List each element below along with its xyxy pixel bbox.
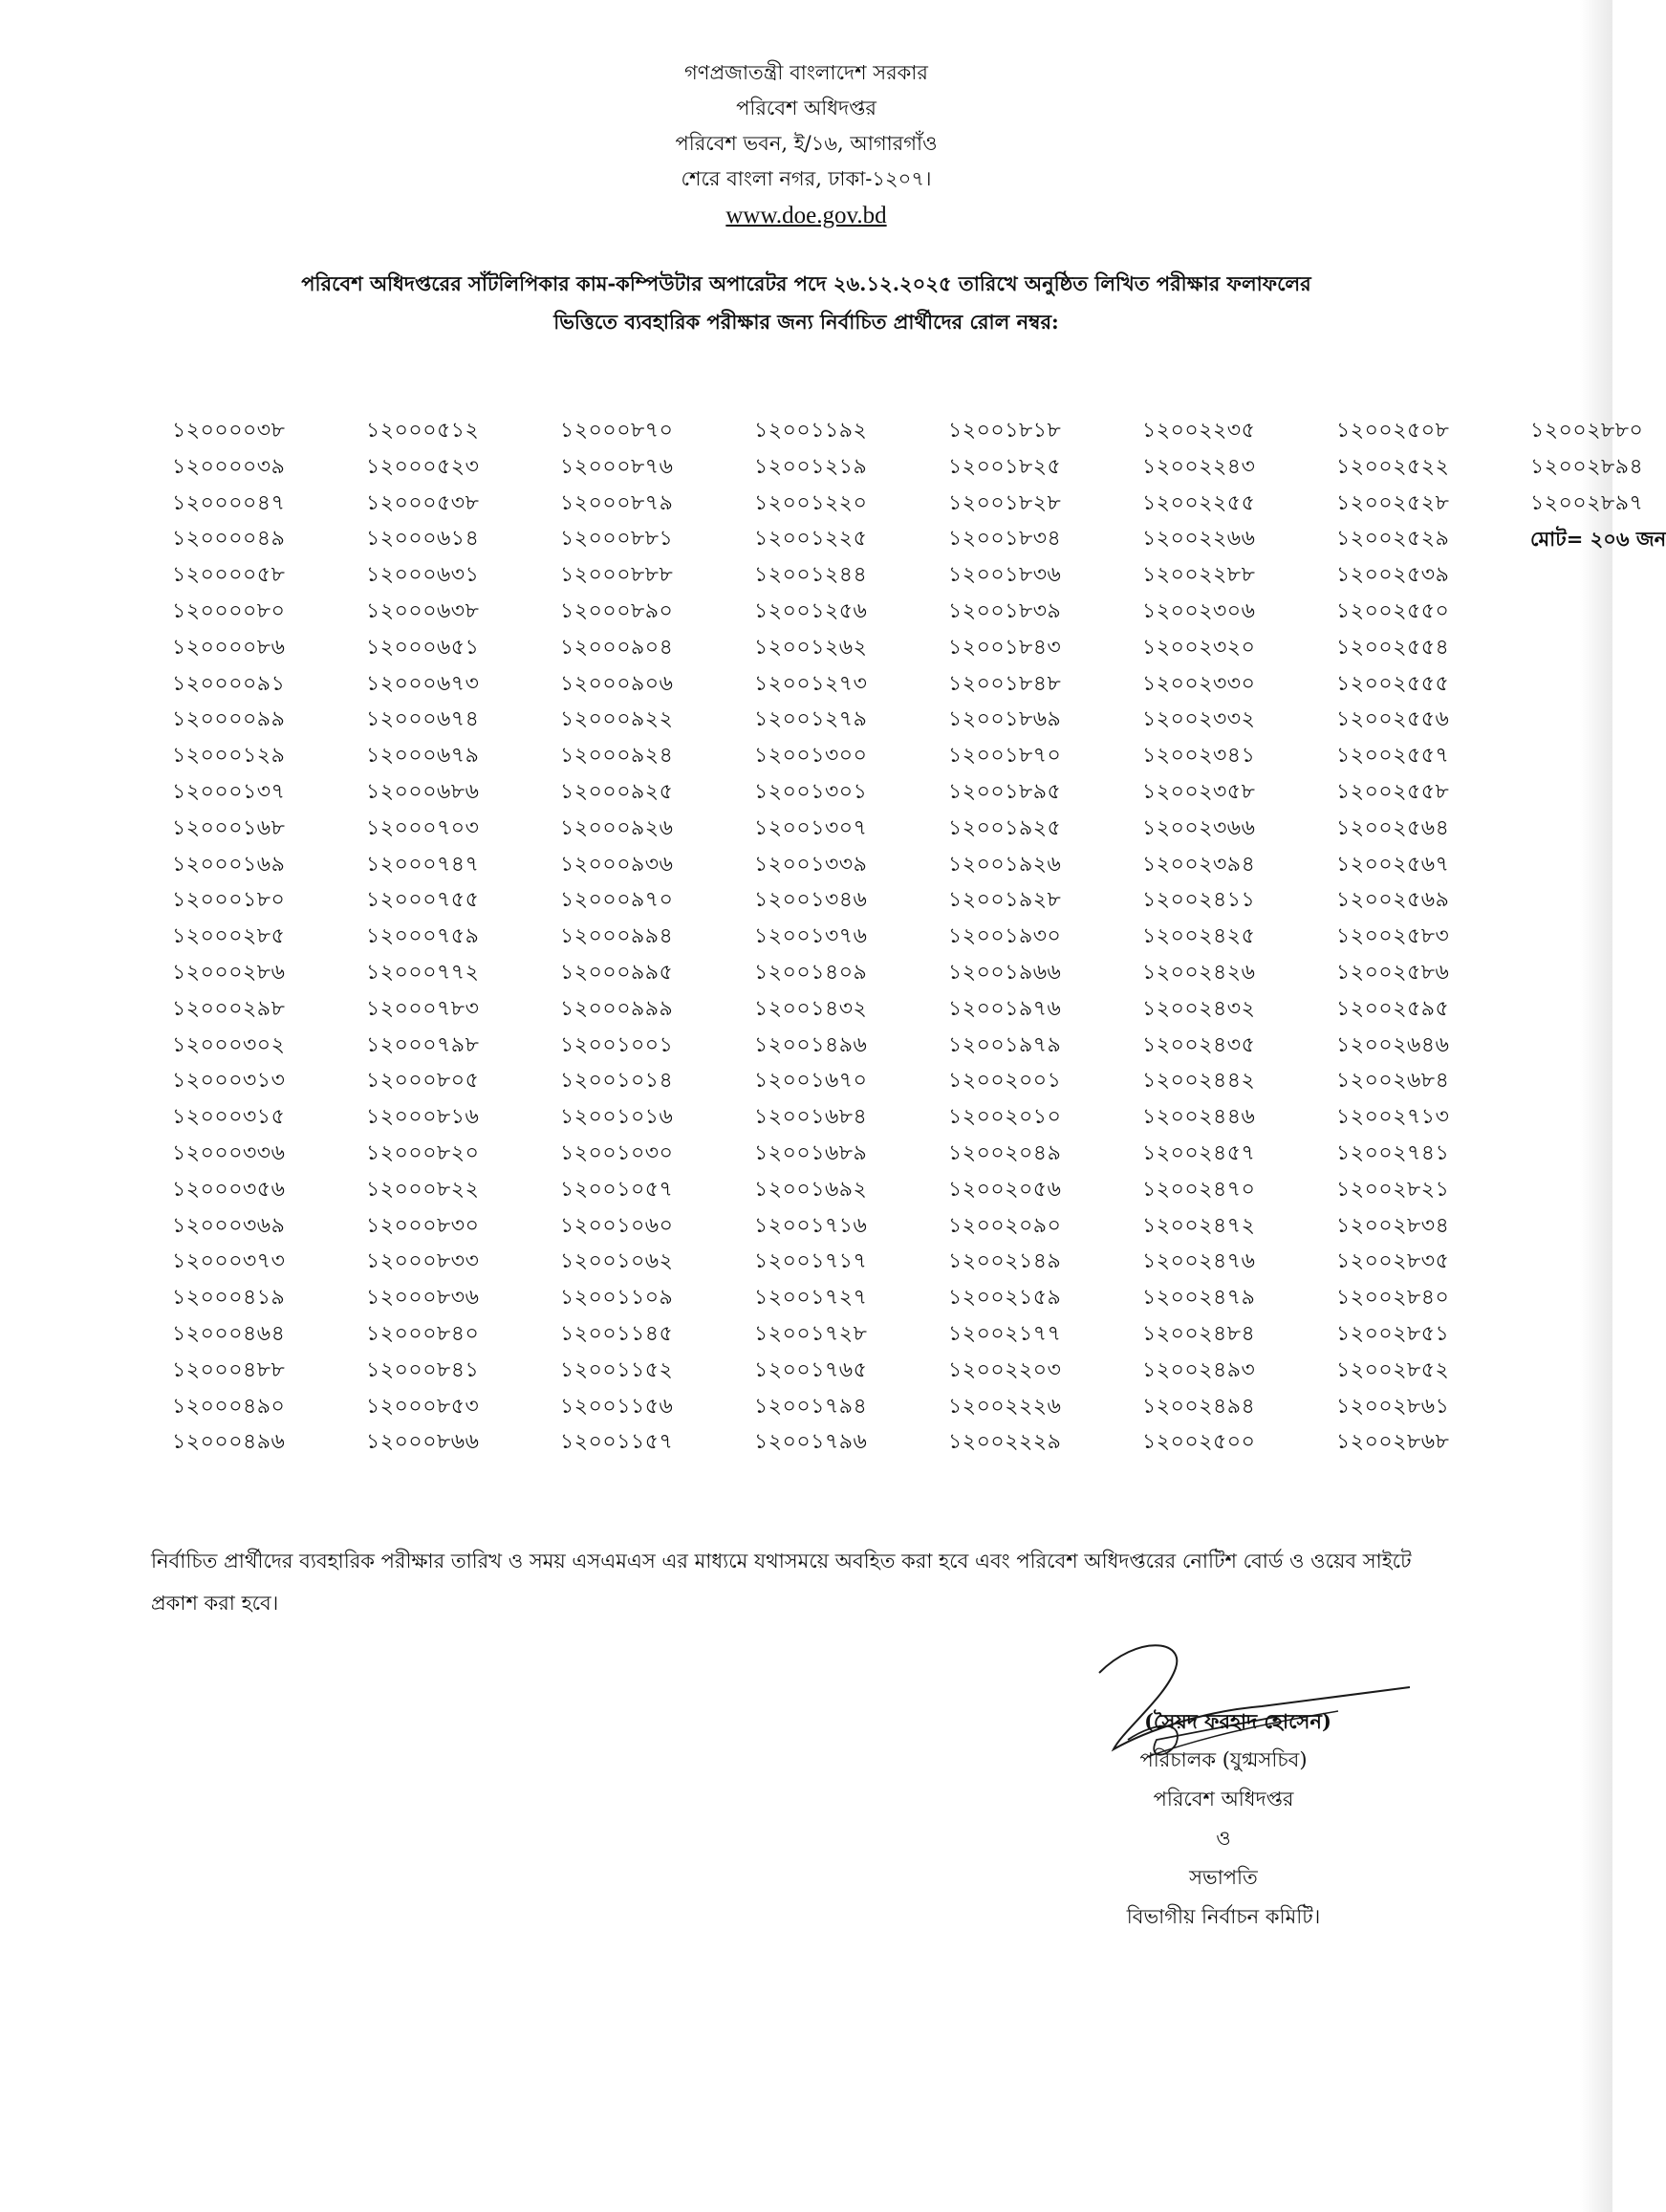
roll-number: ১২০০২৬৪৬ [1336,1032,1450,1057]
roll-number: ১২০০১৮৬৯ [948,707,1062,732]
roll-number: ১২০০১৮৪৩ [948,635,1062,660]
roll-number: ১২০০০৭৭২ [366,960,480,985]
roll-number: ১২০০০৯৯৪ [560,924,674,949]
roll-number: ১২০০১৮২৮ [948,490,1062,515]
address-line-2: শেরে বাংলা নগর, ঢাকা-১২০৭। [681,167,932,190]
roll-number: ১২০০১৬৭০ [754,1069,868,1094]
roll-number: ১২০০০০৪৭ [172,490,286,515]
roll-number: ১২০০২৪৭০ [1142,1177,1256,1202]
roll-number: ১২০০০৯২৫ [560,779,674,804]
roll-number: ১২০০০৯৩৬ [560,852,674,877]
roll-number: ১২০০২৪৭৯ [1142,1286,1256,1311]
roll-number: ১২০০০৭৮৩ [366,996,480,1021]
website-link[interactable]: www.doe.gov.bd [725,203,887,228]
roll-number: ১২০০২২৪৩ [1142,454,1256,479]
roll-number: ১২০০১৭১৬ [754,1213,868,1238]
roll-number: ১২০০০৯০৪ [560,635,674,660]
roll-number: ১২০০২৫০০ [1142,1430,1256,1455]
roll-number: ১২০০২৩২০ [1142,635,1256,660]
roll-number: ১২০০২৬৮৪ [1336,1069,1450,1094]
roll-number: ১২০০০৮৭৬ [560,454,674,479]
roll-number: ১২০০২২৫৫ [1142,490,1256,515]
roll-number: ১২০০২৪২৫ [1142,924,1256,949]
roll-number: ১২০০০৭৯৮ [366,1032,480,1057]
roll-number: ১২০০১৭৯৬ [754,1430,868,1455]
roll-number: ১২০০২৫৫৭ [1336,744,1450,769]
roll-number: ১২০০০৩১৩ [172,1069,286,1094]
roll-number: ১২০০২৩০৬ [1142,598,1256,623]
roll-number: ১২০০০৬৭৪ [366,707,480,732]
roll-number: ১২০০১২৫৬ [754,598,868,623]
roll-number: ১২০০০৬৩৮ [366,598,480,623]
roll-number: ১২০০১৭৯৪ [754,1394,868,1419]
roll-number: ১২০০২৩৩২ [1142,707,1256,732]
roll-number: ১২০০২৫০৮ [1336,419,1450,443]
roll-number: ১২০০২৮৮০ [1530,419,1644,443]
roll-number: ১২০০২৫৬৭ [1336,852,1450,877]
roll-number: ১২০০২৫৫৮ [1336,779,1450,804]
roll-number: ১২০০১১০৯ [560,1286,674,1311]
roll-number: ১২০০২৪৯৪ [1142,1394,1256,1419]
roll-number: ১২০০২৮৩৪ [1336,1213,1450,1238]
signatory-committee: বিভাগীয় নির্বাচন কমিটি। [1126,1905,1321,1928]
roll-number: ১২০০২৫৬৯ [1336,888,1450,913]
roll-number: ১২০০০২৮৬ [172,960,286,985]
roll-number: ১২০০০০৫৮ [172,563,286,588]
roll-number: ১২০০০৪৯৬ [172,1430,286,1455]
signatory-designation: পরিচালক (যুগ্মসচিব) [1139,1748,1308,1771]
roll-number: ১২০০১০৬০ [560,1213,674,1238]
roll-number: ১২০০০৬৩১ [366,563,480,588]
roll-number: ১২০০১৯২৬ [948,852,1062,877]
roll-number: ১২০০২১৭৭ [948,1321,1062,1346]
roll-number: ১২০০২৩৩০ [1142,671,1256,696]
roll-number: ১২০০২২৬৬ [1142,527,1256,552]
roll-number: ১২০০১৭৬৫ [754,1357,868,1382]
signatory-conjunction: ও [1216,1827,1231,1850]
roll-number: ১২০০০৬১৪ [366,527,480,552]
roll-number: ১২০০০৮৬৬ [366,1430,480,1455]
roll-number: ১২০০০৩৬৯ [172,1213,286,1238]
signatory-office: পরিবেশ অধিদপ্তর [1153,1788,1294,1811]
roll-number: ১২০০২৫২২ [1336,454,1450,479]
roll-number: ১২০০০১৬৯ [172,852,286,877]
roll-number: ১২০০০৭৫৯ [366,924,480,949]
roll-number: ১২০০১২২০ [754,490,868,515]
roll-number: ১২০০২৭১৩ [1336,1105,1450,1130]
roll-number: ১২০০২১৪৯ [948,1249,1062,1274]
total-count: মোট= ২০৬ জন [1530,527,1666,552]
roll-number-table [172,413,1666,1461]
roll-number: ১২০০১৪০৯ [754,960,868,985]
roll-number: ১২০০১২৪৪ [754,563,868,588]
roll-number: ১২০০১০৬২ [560,1249,674,1274]
roll-number: ১২০০২৪৯৩ [1142,1357,1256,1382]
roll-number: ১২০০০৮০৫ [366,1069,480,1094]
roll-number: ১২০০০৩৩৬ [172,1140,286,1165]
roll-number: ১২০০১৩০৭ [754,815,868,840]
roll-number: ১২০০২৩৬৬ [1142,815,1256,840]
roll-number: ১২০০০৮৪১ [366,1357,480,1382]
roll-number: ১২০০১৩০০ [754,744,868,769]
roll-number: ১২০০০৯২৪ [560,744,674,769]
roll-number: ১২০০২৫৬৪ [1336,815,1450,840]
roll-number: ১২০০০৮৫৩ [366,1394,480,1419]
roll-number: ১২০০০১২৯ [172,744,286,769]
roll-number: ১২০০০৩০২ [172,1032,286,1057]
roll-number: ১২০০১১৫৬ [560,1394,674,1419]
roll-number: ১২০০২৪৮৪ [1142,1321,1256,1346]
roll-number: ১২০০০৮২০ [366,1140,480,1165]
roll-number: ১২০০০৩১৫ [172,1105,286,1130]
roll-number: ১২০০২০৪৯ [948,1140,1062,1165]
roll-number: ১২০০০০৮০ [172,598,286,623]
roll-number: ১২০০০৮৮৮ [560,563,674,588]
roll-number: ১২০০২৪২৬ [1142,960,1256,985]
roll-number: ১২০০০০৩৮ [172,419,286,443]
roll-number: ১২০০২৮২১ [1336,1177,1450,1202]
roll-number: ১২০০২৪৩৫ [1142,1032,1256,1057]
roll-number: ১২০০২৫৫০ [1336,598,1450,623]
roll-number: ১২০০২২৩৫ [1142,419,1256,443]
roll-number: ১২০০২৪১১ [1142,888,1256,913]
roll-number: ১২০০০৮৯০ [560,598,674,623]
roll-number: ১২০০০১৬৮ [172,815,286,840]
roll-number: ১২০০১০৩০ [560,1140,674,1165]
government-name: গণপ্রজাতন্ত্রী বাংলাদেশ সরকার [684,61,928,84]
roll-number: ১২০০১৮৭০ [948,744,1062,769]
roll-number: ১২০০০৯২২ [560,707,674,732]
roll-number: ১২০০১৬৮৪ [754,1105,868,1130]
roll-number: ১২০০১৯৬৬ [948,960,1062,985]
signatory-role: সভাপতি [1189,1866,1258,1889]
roll-number: ১২০০১৮১৮ [948,419,1062,443]
roll-number: ১২০০২৪৭৬ [1142,1249,1256,1274]
roll-number: ১২০০০১৮০ [172,888,286,913]
roll-number: ১২০০২৫৯৫ [1336,996,1450,1021]
roll-number: ১২০০১১৪৫ [560,1321,674,1346]
address-line-1: পরিবেশ ভবন, ই/১৬, আগারগাঁও [675,132,938,155]
roll-number: ১২০০২২২৯ [948,1430,1062,1455]
roll-number: ১২০০০৮৩০ [366,1213,480,1238]
roll-number: ১২০০০০৮৬ [172,635,286,660]
notice-title-line-1: পরিবেশ অধিদপ্তরের সাঁটলিপিকার কাম-কম্পিউটার অপারেটর পদে ২৬.১২.২০২৫ তারিখে অনুষ্ঠিত লিখিত পরীক্ষার ফলাফলের [301,271,1311,295]
roll-number: ১২০০১৪৩২ [754,996,868,1021]
roll-number: ১২০০১৮৪৮ [948,671,1062,696]
roll-number: ১২০০০৯৯৫ [560,960,674,985]
roll-number: ১২০০০৮১৬ [366,1105,480,1130]
signatory-block [956,1702,1491,1937]
roll-number: ১২০০১১৯২ [754,419,868,443]
roll-number: ১২০০১৯৭৯ [948,1032,1062,1057]
roll-number: ১২০০২৮৫১ [1336,1321,1450,1346]
roll-number: ১২০০২০৯০ [948,1213,1062,1238]
roll-number: ১২০০২০৫৬ [948,1177,1062,1202]
roll-number: ১২০০১৬৮৯ [754,1140,868,1165]
roll-number: ১২০০০৯৯৯ [560,996,674,1021]
roll-number: ১২০০২৮৯৪ [1530,454,1644,479]
roll-number: ১২০০০০৩৯ [172,454,286,479]
roll-number: ১২০০১৭১৭ [754,1249,868,1274]
roll-number: ১২০০০৫১২ [366,419,480,443]
roll-number: ১২০০২২৮৮ [1142,563,1256,588]
roll-number: ১২০০২২০৩ [948,1357,1062,1382]
roll-number: ১২০০২৮৫২ [1336,1357,1450,1382]
roll-number: ১২০০২৫২৮ [1336,490,1450,515]
roll-number: ১২০০০০৯৯ [172,707,286,732]
roll-number: ১২০০১২৬২ [754,635,868,660]
roll-number: ১২০০১৩৭৬ [754,924,868,949]
roll-number: ১২০০১২৭৩ [754,671,868,696]
roll-number: ১২০০২৩৫৮ [1142,779,1256,804]
roll-number: ১২০০১০০১ [560,1032,674,1057]
roll-number: ১২০০২৮৩৫ [1336,1249,1450,1274]
roll-number: ১২০০০০৪৯ [172,527,286,552]
roll-number: ১২০০২৫৫৪ [1336,635,1450,660]
roll-number: ১২০০১৯৭৬ [948,996,1062,1021]
roll-number: ১২০০২৭৪১ [1336,1140,1450,1165]
roll-number: ১২০০২০১০ [948,1105,1062,1130]
roll-number: ১২০০০৮৭৯ [560,490,674,515]
roll-number: ১২০০০১৩৭ [172,779,286,804]
roll-number: ১২০০০৮৩৩ [366,1249,480,1274]
roll-number: ১২০০০৪১৯ [172,1286,286,1311]
roll-number: ১২০০১৩৪৬ [754,888,868,913]
office-name: পরিবেশ অধিদপ্তর [736,97,876,119]
roll-number: ১২০০০৬৫১ [366,635,480,660]
roll-number: ১২০০২৩৯৪ [1142,852,1256,877]
roll-number: ১২০০০৮৪০ [366,1321,480,1346]
roll-number: ১২০০২৪৭২ [1142,1213,1256,1238]
roll-number: ১২০০২৪৪২ [1142,1069,1256,1094]
notice-title [0,265,1612,341]
letterhead [0,55,1612,235]
notice-title-line-2: ভিত্তিতে ব্যবহারিক পরীক্ষার জন্য নির্বাচিত প্রার্থীদের রোল নম্বর: [553,310,1059,334]
roll-number: ১২০০০৬৭৩ [366,671,480,696]
roll-number: ১২০০০৯৭০ [560,888,674,913]
roll-number: ১২০০১০৫৭ [560,1177,674,1202]
roll-number: ১২০০১৪৯৬ [754,1032,868,1057]
roll-number: ১২০০১৮৩৪ [948,527,1062,552]
roll-number: ১২০০১১৫২ [560,1357,674,1382]
roll-number: ১২০০০৭০৩ [366,815,480,840]
roll-number: ১২০০১৯২৫ [948,815,1062,840]
roll-number: ১২০০১১৫৭ [560,1430,674,1455]
roll-number: ১২০০০৩৫৬ [172,1177,286,1202]
signatory-name: (সৈয়দ ফরহাদ হোসেন) [1144,1709,1331,1733]
roll-number: ১২০০২১৫৯ [948,1286,1062,1311]
roll-number: ১২০০২৫৩৯ [1336,563,1450,588]
roll-number: ১২০০০৬৮৬ [366,779,480,804]
roll-number: ১২০০১৩০১ [754,779,868,804]
roll-number: ১২০০২৮৯৭ [1530,490,1644,515]
roll-number: ১২০০১৮২৫ [948,454,1062,479]
roll-number: ১২০০০৬৭৯ [366,744,480,769]
roll-number: ১২০০১৮৯৫ [948,779,1062,804]
roll-number: ১২০০০৫২৩ [366,454,480,479]
roll-number: ১২০০০৮২২ [366,1177,480,1202]
roll-number: ১২০০১৮৩৯ [948,598,1062,623]
roll-number: ১২০০২২২৬ [948,1394,1062,1419]
roll-number: ১২০০০৭৪৭ [366,852,480,877]
roll-number: ১২০০১০১৬ [560,1105,674,1130]
roll-number: ১২০০০৪৬৪ [172,1321,286,1346]
roll-number: ১২০০০২৮৫ [172,924,286,949]
roll-number: ১২০০০৪৯০ [172,1394,286,1419]
roll-number: ১২০০২৩৪১ [1142,744,1256,769]
roll-number: ১২০০১৭২৮ [754,1321,868,1346]
roll-number: ১২০০২৪৪৬ [1142,1105,1256,1130]
footer-note: নির্বাচিত প্রার্থীদের ব্যবহারিক পরীক্ষার তারিখ ও সময় এসএমএস এর মাধ্যমে যথাসময়ে অবহিত করা হবে এবং পরিবেশ অধিদপ্তরের নোটিশ বোর্ড ও ওয়েব সাইটে প্রকাশ করা হবে। [151,1550,1412,1615]
roll-number: ১২০০০৯২৬ [560,815,674,840]
roll-number: ১২০০২৮৪০ [1336,1286,1450,1311]
roll-number: ১২০০২৮৬১ [1336,1394,1450,1419]
roll-number: ১২০০১৭২৭ [754,1286,868,1311]
roll-number: ১২০০১৯২৮ [948,888,1062,913]
roll-number: ১২০০১৮৩৬ [948,563,1062,588]
roll-number: ১২০০১২১৯ [754,454,868,479]
roll-number: ১২০০০৯০৬ [560,671,674,696]
roll-number: ১২০০১৬৯২ [754,1177,868,1202]
roll-number: ১২০০২৫২৯ [1336,527,1450,552]
roll-number: ১২০০০০৯১ [172,671,286,696]
roll-number: ১২০০০৭৫৫ [366,888,480,913]
roll-number: ১২০০২৪৫৭ [1142,1140,1256,1165]
roll-number: ১২০০০২৯৮ [172,996,286,1021]
roll-number: ১২০০০৮৭০ [560,419,674,443]
roll-number: ১২০০০৩৭৩ [172,1249,286,1274]
roll-number: ১২০০০৮৮১ [560,527,674,552]
roll-number: ১২০০১০১৪ [560,1069,674,1094]
roll-number: ১২০০২৫৫৫ [1336,671,1450,696]
roll-number: ১২০০২০০১ [948,1069,1062,1094]
roll-number: ১২০০২৮৬৮ [1336,1430,1450,1455]
roll-number: ১২০০২৪৩২ [1142,996,1256,1021]
roll-number: ১২০০২৫৮৬ [1336,960,1450,985]
roll-number: ১২০০০৫৩৮ [366,490,480,515]
roll-number: ১২০০২৫৮৩ [1336,924,1450,949]
roll-number: ১২০০০৪৮৮ [172,1357,286,1382]
roll-number: ১২০০২৫৫৬ [1336,707,1450,732]
roll-number: ১২০০১২২৫ [754,527,868,552]
roll-number: ১২০০১২৭৯ [754,707,868,732]
roll-number: ১২০০১৯৩০ [948,924,1062,949]
roll-number: ১২০০১৩৩৯ [754,852,868,877]
roll-number: ১২০০০৮৩৬ [366,1286,480,1311]
